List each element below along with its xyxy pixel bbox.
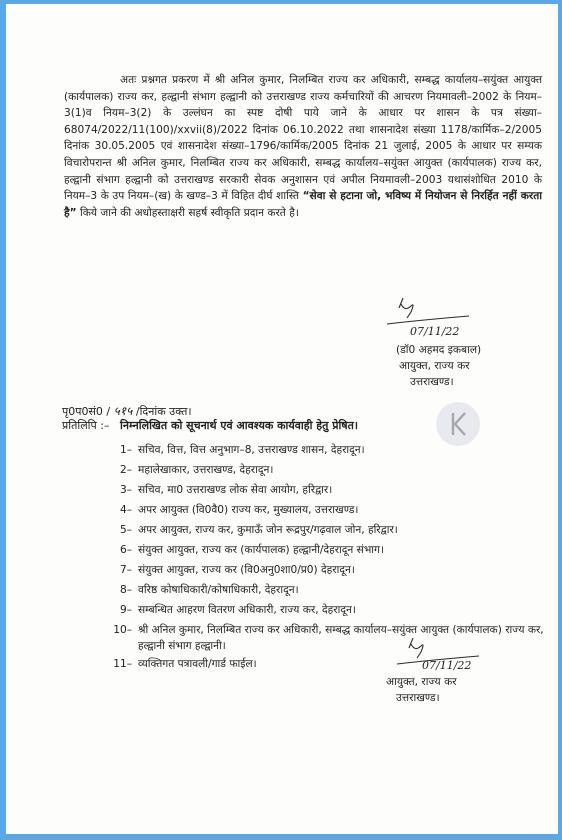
paragraph-end: किये जाने की अधोहस्ताक्षरी सहर्ष स्वीकृति प्रदान करते है। [76,206,299,219]
recipient-number: 1– [119,444,132,456]
signatory-1-name: (डॉ0 अहमद इकबाल) [396,344,482,356]
recipient-text: सचिव, मा0 उत्तराखण्ड लोक सेवा आयोग, हरिद्वार। [138,484,333,496]
recipient-number: 3– [119,484,132,496]
signatory-1-title: आयुक्त, राज्य कर [399,360,470,372]
recipient-number: 6– [119,544,132,556]
recipient-item [106,600,546,620]
recipient-text: सचिव, वित्त, वित्त अनुभाग–8, उत्तराखण्ड शासन, देहरादून। [138,444,365,456]
recipient-text: अपर आयुक्त, राज्य कर, कुमाऊँ जोन रूद्रपुर/गढ़वाल जोन, हरिद्वार। [138,524,398,536]
recipient-text: सम्बन्धित आहरण वितरण अधिकारी, राज्य कर, देहरादून। [138,604,356,616]
document-page [6,4,558,834]
recipient-text: व्यक्तिगत पत्रावली/गार्ड फाईल। [138,658,257,670]
reference-line [62,402,192,419]
reference-number: ५१५ [113,404,133,418]
recipient-text: महालेखाकार, उत्तराखण्ड, देहरादून। [138,464,274,476]
order-paragraph [64,72,542,221]
recipient-item [106,580,546,600]
copy-line [62,418,358,433]
reference-suffix: /दिनांक उक्त। [135,405,192,418]
paragraph-body: अतः प्रश्नगत प्रकरण में श्री अनिल कुमार, निलम्बित राज्य कर अधिकारी, सम्बद्ध कार्यालय–सयुंक्त आयुक्त (कार्यपालक) राज्य कर, हल्द्वानी संभाग हल्द्वानी को उत्तराखण्ड राज्य कर्मचारियों की आचरण नियमावली–2002 के नियम–3(1)व नियम–3(2) के उल्लंघन का स्पष्ट दोषी पाये जाने के आधार पर शासन के पत्र संख्या–68074/2022/11(100)/xxvii(8)/2022 दिनांक 06.10.2022 तथा शासनादेश संख्या 1178/कार्मिक–2/2005 दिनांक 30.05.2005 एवं शासनादेश संख्या–1796/कार्मिक/2005 दिनांक 21 जुलाई, 2005 के आधार पर सम्यक विचारोपरान्त श्री अनिल कुमार, निलम्बित राज्य कर अधिकारी, सम्बद्ध कार्यालय–सयुंक्त आयुक्त (कार्यपालक) राज्य कर, हल्द्वानी संभाग हल्द्वानी को उत्तराखण्ड सरकारी सेवक अनुशासन एवं अपील नियमावली–2003 यथासंशोधित 2010 के नियम–3 के उप नियम–(ख) के खण्ड–3 में विहित दीर्घ शास्ति [64,74,542,203]
recipient-item [106,520,546,540]
recipient-text: वरिष्ठ कोषाधिकारी/कोषाधिकारी, देहरादून। [138,584,299,596]
recipient-number: 7– [119,564,132,576]
signatory-2-title: आयुक्त, राज्य कर [386,676,457,688]
signatory-2-state: उत्तराखण्ड। [396,692,440,704]
copy-label: प्रतिलिपि :– [62,419,110,432]
signature-2-date: 07/11/22 [422,659,472,672]
recipient-number: 9– [119,604,132,616]
recipient-number: 8– [119,584,132,596]
recipient-text: संयुक्त आयुक्त, राज्य कर (वि0अनु0शा0/प्र0) देहरादून। [138,564,355,576]
recipient-text: अपर आयुक्त (वि0वै0) राज्य कर, मुख्यालय, उत्तराखण्ड। [138,504,359,516]
recipient-text: श्री अनिल कुमार, निलम्बित राज्य कर अधिकारी, सम्बद्ध कार्यालय–सयुंक्त आयुक्त (कार्यपालक) राज्य कर, हल्द्वानी संभाग हल्द्वानी। [138,624,544,652]
recipient-number: 4– [119,504,132,516]
recipient-item [106,540,546,560]
recipient-item [106,440,546,460]
recipient-number: 10– [113,624,132,636]
copy-intro: निम्नलिखित को सूचनार्थ एवं आवश्यक कार्यवाही हेतु प्रेषित। [120,419,359,432]
signature-1-date: 07/11/22 [410,325,460,338]
recipient-number: 5– [119,524,132,536]
reference-prefix: पृ0प0सं0 / [62,405,111,418]
recipient-number: 11– [113,658,132,670]
recipient-item [106,480,546,500]
recipient-item [106,460,546,480]
signatory-1-state: उत्तराखण्ड। [410,376,454,388]
recipient-item [106,500,546,520]
recipient-text: संयुक्त आयुक्त, राज्य कर (कार्यपालक) हल्द्वानी/देहरादून संभाग। [138,544,384,556]
recipient-number: 2– [119,464,132,476]
recipient-item [106,560,546,580]
penalty-text: “सेवा से हटाना जो, भविष्य में नियोजन से निरर्हित नहीं करता है” [64,190,542,219]
